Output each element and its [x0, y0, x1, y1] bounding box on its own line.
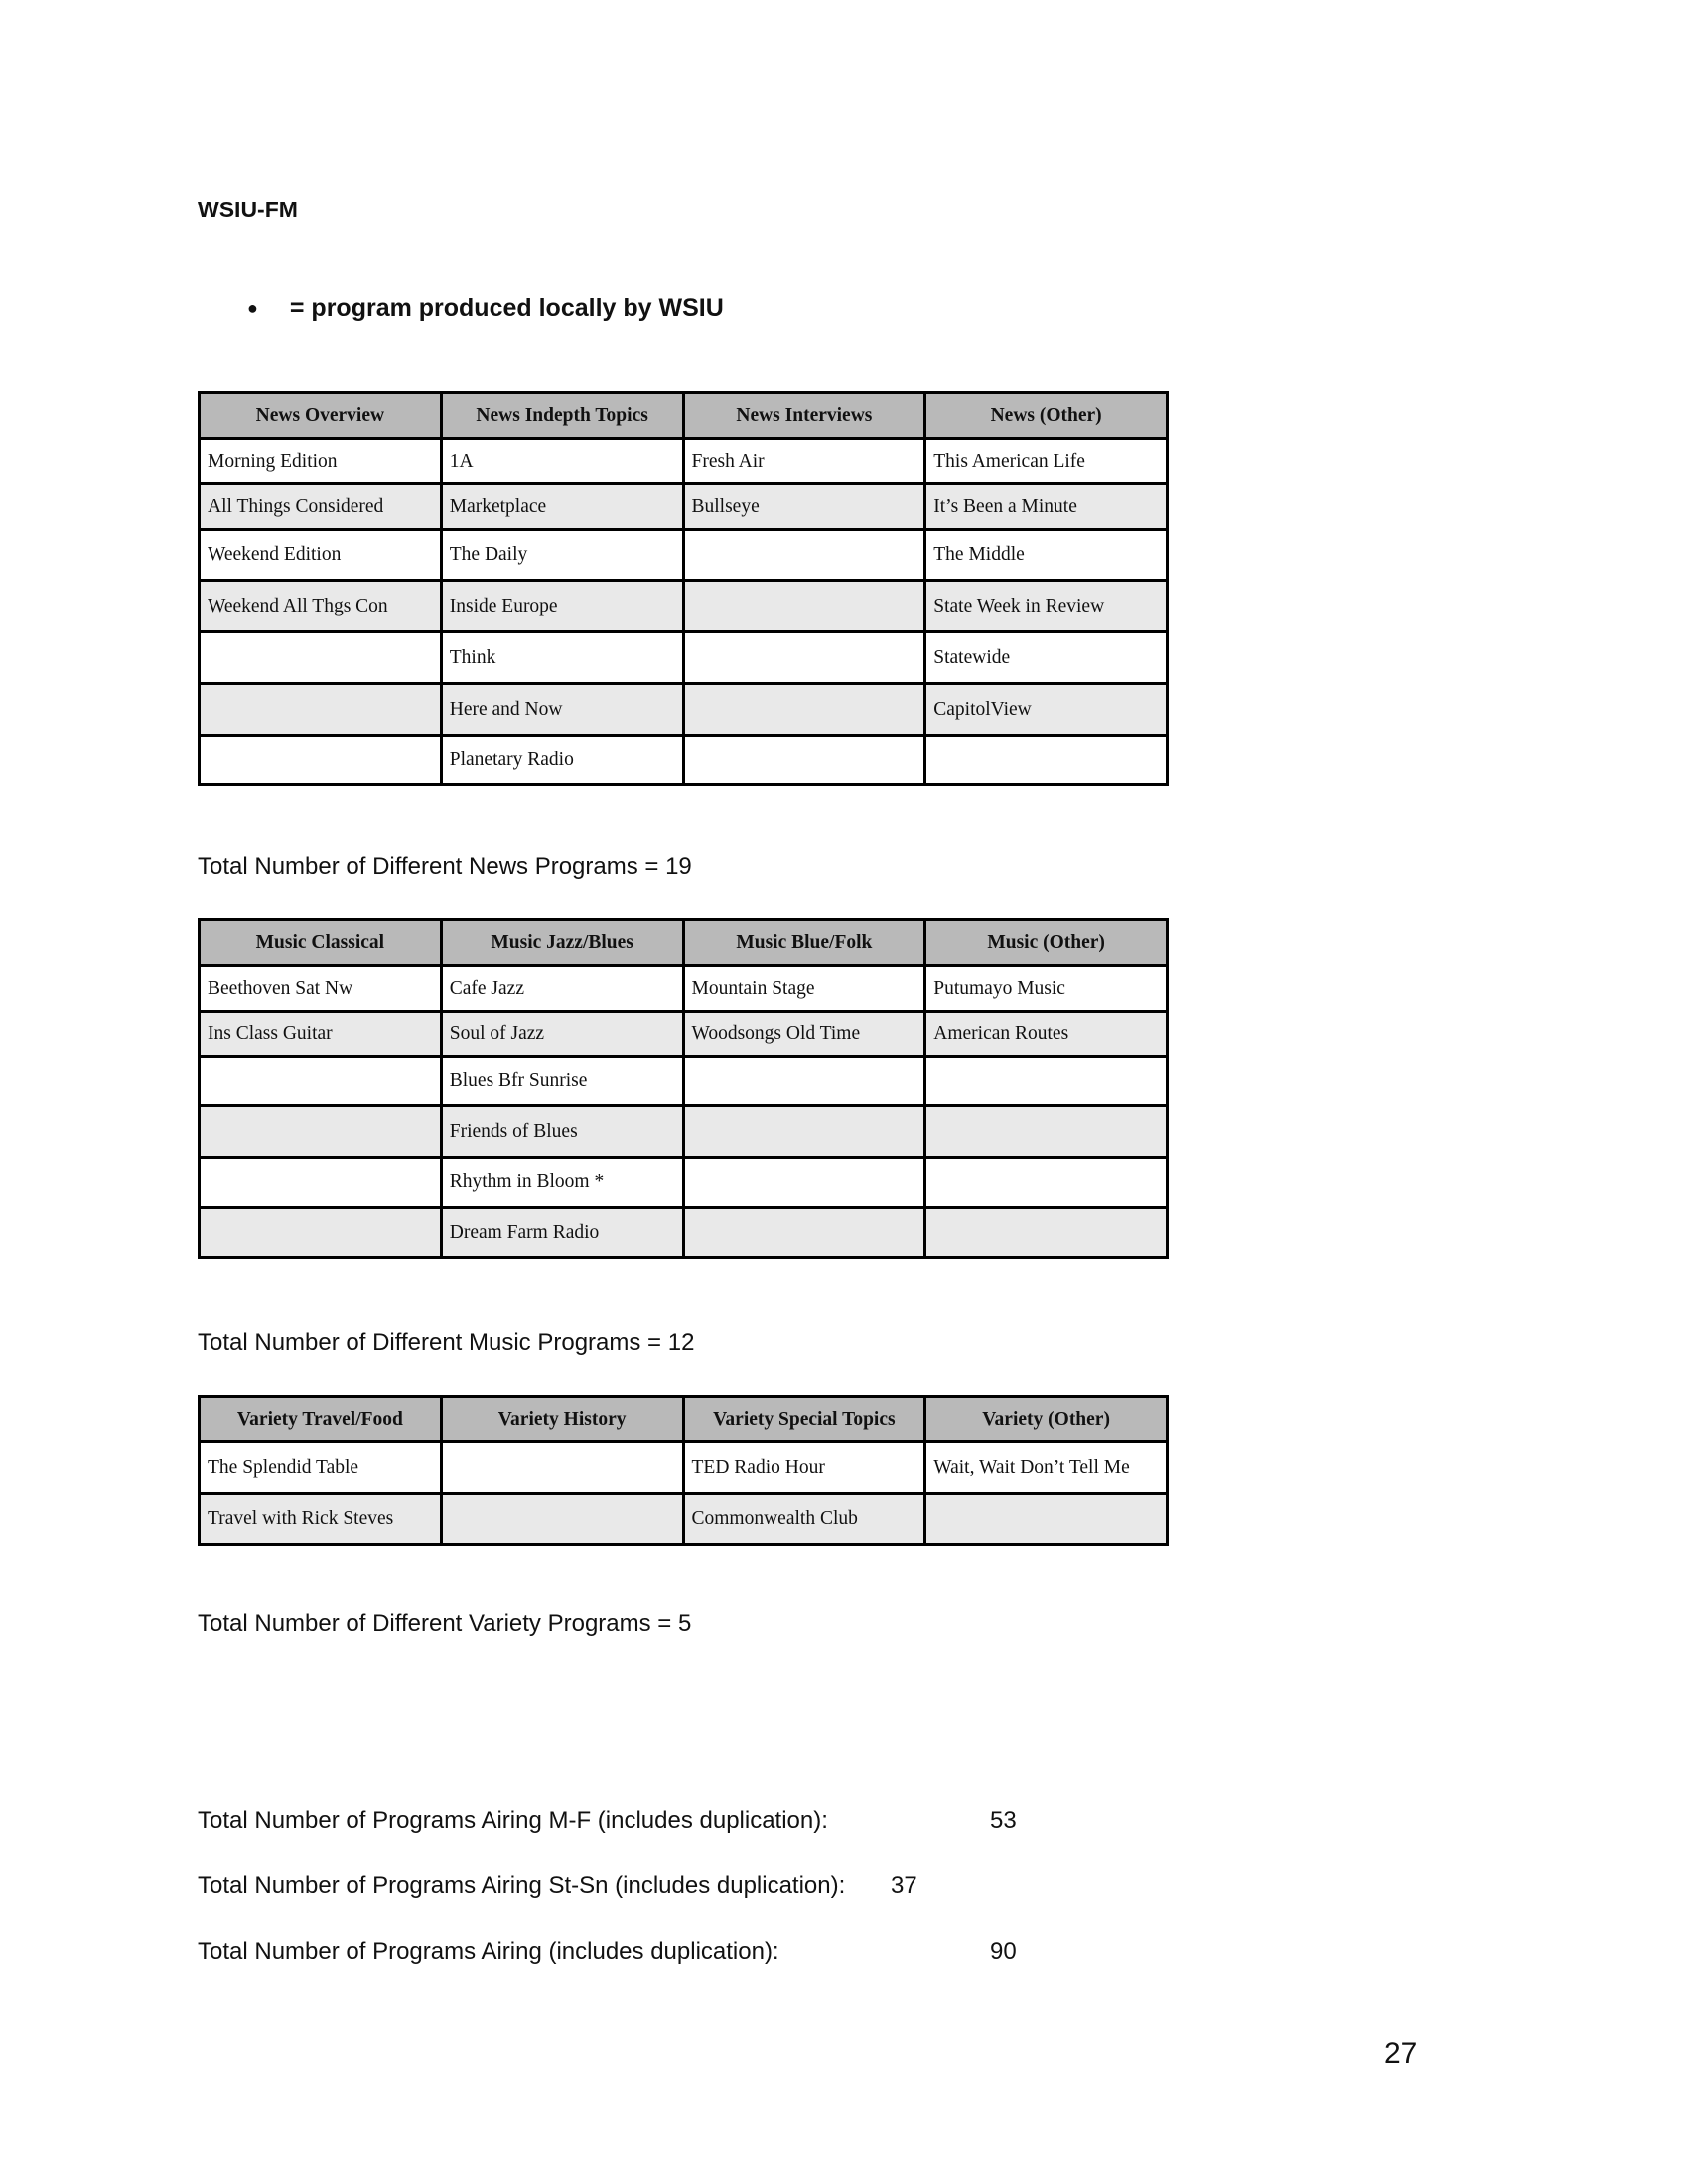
table-row — [200, 581, 1168, 632]
table-cell — [683, 632, 925, 684]
table-row — [200, 484, 1168, 530]
table-cell: Putumayo Music — [925, 966, 1168, 1012]
table-row — [200, 1208, 1168, 1258]
news-total: Total Number of Different News Programs = 19 — [198, 853, 692, 880]
table-cell: Weekend Edition — [200, 530, 442, 581]
table-cell: Woodsongs Old Time — [683, 1012, 925, 1057]
variety-table — [198, 1395, 1169, 1546]
table-cell: Soul of Jazz — [441, 1012, 683, 1057]
table-cell: All Things Considered — [200, 484, 442, 530]
table-row — [200, 1012, 1168, 1057]
table-row — [200, 1057, 1168, 1106]
table-cell: Rhythm in Bloom * — [441, 1158, 683, 1208]
table-cell — [200, 632, 442, 684]
table-cell: Statewide — [925, 632, 1168, 684]
table-cell — [200, 1106, 442, 1158]
table-cell: Friends of Blues — [441, 1106, 683, 1158]
table-cell: The Splendid Table — [200, 1442, 442, 1494]
table-cell: It’s Been a Minute — [925, 484, 1168, 530]
table-cell — [683, 1158, 925, 1208]
table-row — [200, 1442, 1168, 1494]
table-header-row — [200, 1397, 1168, 1442]
legend — [247, 294, 724, 323]
table-cell: Beethoven Sat Nw — [200, 966, 442, 1012]
table-cell: Fresh Air — [683, 439, 925, 484]
table-header: News Interviews — [683, 393, 925, 439]
table-header: Music Jazz/Blues — [441, 920, 683, 966]
table-cell — [200, 1158, 442, 1208]
table-header: Variety Travel/Food — [200, 1397, 442, 1442]
table-cell: Weekend All Thgs Con — [200, 581, 442, 632]
table-header-row — [200, 920, 1168, 966]
table-row — [200, 632, 1168, 684]
table-cell — [683, 581, 925, 632]
table-cell: TED Radio Hour — [683, 1442, 925, 1494]
table-cell — [200, 1057, 442, 1106]
table-cell — [200, 736, 442, 785]
table-cell — [925, 1494, 1168, 1545]
table-cell — [925, 1158, 1168, 1208]
table-cell — [683, 1057, 925, 1106]
table-row — [200, 736, 1168, 785]
table-cell: Bullseye — [683, 484, 925, 530]
table-cell: State Week in Review — [925, 581, 1168, 632]
table-cell: This American Life — [925, 439, 1168, 484]
table-cell: The Middle — [925, 530, 1168, 581]
table-cell — [925, 1208, 1168, 1258]
table-cell — [683, 530, 925, 581]
table-cell — [441, 1442, 683, 1494]
table-cell: 1A — [441, 439, 683, 484]
table-cell — [200, 1208, 442, 1258]
summary-stsn-value: 37 — [891, 1872, 917, 1899]
table-cell: Blues Bfr Sunrise — [441, 1057, 683, 1106]
table-cell: Cafe Jazz — [441, 966, 683, 1012]
table-cell: Wait, Wait Don’t Tell Me — [925, 1442, 1168, 1494]
table-header: Music (Other) — [925, 920, 1168, 966]
table-row — [200, 1158, 1168, 1208]
table-cell — [925, 1057, 1168, 1106]
table-cell: Commonwealth Club — [683, 1494, 925, 1545]
table-cell — [683, 1106, 925, 1158]
news-table — [198, 391, 1169, 786]
table-cell: Morning Edition — [200, 439, 442, 484]
table-cell — [683, 1208, 925, 1258]
music-total: Total Number of Different Music Programs = 12 — [198, 1329, 695, 1356]
table-cell: Planetary Radio — [441, 736, 683, 785]
table-header: Music Blue/Folk — [683, 920, 925, 966]
table-row — [200, 1494, 1168, 1545]
table-header: Variety History — [441, 1397, 683, 1442]
summary-stsn-label: Total Number of Programs Airing St-Sn (includes duplication): — [198, 1872, 846, 1899]
summary-mf-value: 53 — [990, 1807, 1017, 1834]
station-heading: WSIU-FM — [198, 197, 298, 222]
table-header: Variety Special Topics — [683, 1397, 925, 1442]
table-cell: CapitolView — [925, 684, 1168, 736]
table-cell: American Routes — [925, 1012, 1168, 1057]
table-cell: Think — [441, 632, 683, 684]
table-cell — [683, 684, 925, 736]
table-cell: Travel with Rick Steves — [200, 1494, 442, 1545]
table-cell: Marketplace — [441, 484, 683, 530]
summary-total-value: 90 — [990, 1938, 1017, 1965]
bullet-icon: ● — [247, 298, 258, 318]
table-row — [200, 684, 1168, 736]
table-cell: Mountain Stage — [683, 966, 925, 1012]
table-cell: Here and Now — [441, 684, 683, 736]
table-header: Variety (Other) — [925, 1397, 1168, 1442]
table-cell — [441, 1494, 683, 1545]
table-cell — [200, 684, 442, 736]
table-cell: Dream Farm Radio — [441, 1208, 683, 1258]
table-header-row — [200, 393, 1168, 439]
table-row — [200, 966, 1168, 1012]
table-header: Music Classical — [200, 920, 442, 966]
table-header: News (Other) — [925, 393, 1168, 439]
table-row — [200, 1106, 1168, 1158]
summary-mf-label: Total Number of Programs Airing M-F (includes duplication): — [198, 1807, 828, 1834]
summary-total-label: Total Number of Programs Airing (includes duplication): — [198, 1938, 779, 1965]
variety-total: Total Number of Different Variety Programs = 5 — [198, 1610, 692, 1637]
table-cell — [925, 736, 1168, 785]
legend-text: = program produced locally by WSIU — [289, 294, 724, 322]
table-header: News Indepth Topics — [441, 393, 683, 439]
page-number: 27 — [1384, 2037, 1418, 2070]
table-cell: The Daily — [441, 530, 683, 581]
table-cell: Inside Europe — [441, 581, 683, 632]
table-cell — [683, 736, 925, 785]
table-header: News Overview — [200, 393, 442, 439]
music-table — [198, 918, 1169, 1259]
table-row — [200, 530, 1168, 581]
table-cell — [925, 1106, 1168, 1158]
table-row — [200, 439, 1168, 484]
table-cell: Ins Class Guitar — [200, 1012, 442, 1057]
